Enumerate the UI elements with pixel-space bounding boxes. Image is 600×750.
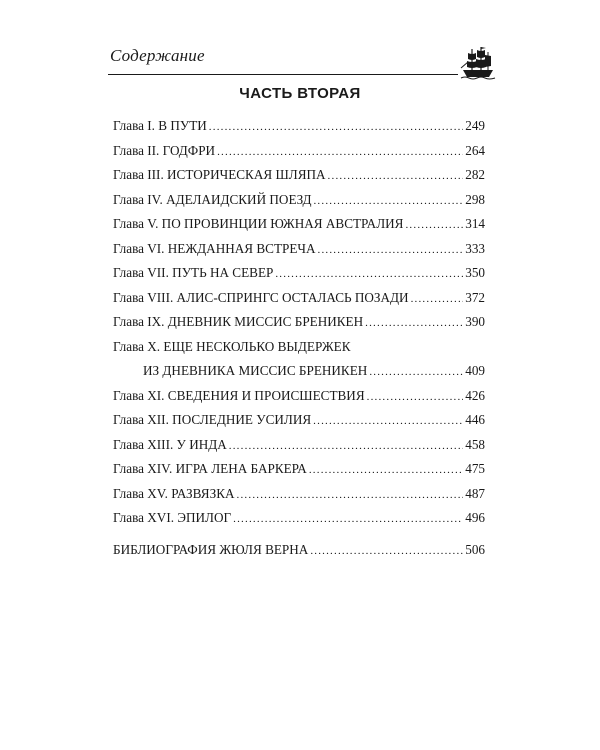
toc-entry-page: 314 <box>465 216 485 231</box>
leader-dots <box>405 213 463 238</box>
leader-dots <box>365 311 463 336</box>
toc-entry-label: БИБЛИОГРАФИЯ ЖЮЛЯ ВЕРНА <box>113 541 309 557</box>
toc-entry[interactable] <box>113 384 485 409</box>
toc-entry-page: 333 <box>465 240 485 256</box>
toc-entry-page: 264 <box>465 142 485 158</box>
toc-entry-label: Глава IX. ДНЕВНИК МИССИС БРЕНИКЕН <box>113 314 364 329</box>
toc-entry-label: Глава VIII. АЛИС-СПРИНГС ОСТАЛАСЬ ПОЗАДИ <box>113 289 409 305</box>
toc-entry-page: 487 <box>465 485 485 501</box>
toc-entry[interactable] <box>113 310 485 335</box>
toc-entry[interactable] <box>113 261 485 286</box>
running-header <box>108 46 488 76</box>
toc-entry-page: 426 <box>465 387 485 403</box>
toc-entry-label: Глава V. ПО ПРОВИНЦИИ ЮЖНАЯ АВСТРАЛИЯ <box>113 216 404 231</box>
toc-entry-label: Глава XIV. ИГРА ЛЕНА БАРКЕРА <box>113 461 307 476</box>
leader-dots <box>313 409 463 434</box>
toc-entry-page: 390 <box>465 314 485 329</box>
leader-dots <box>369 360 463 385</box>
toc-entry[interactable] <box>113 482 485 507</box>
toc-entry[interactable] <box>113 506 485 531</box>
leader-dots <box>367 385 464 410</box>
toc-entry[interactable] <box>113 408 485 433</box>
toc-entry-label: Глава III. ИСТОРИЧЕСКАЯ ШЛЯПА <box>113 167 326 182</box>
toc-entry[interactable] <box>113 163 485 188</box>
toc-entry-page: 350 <box>465 265 485 280</box>
toc-entry[interactable] <box>113 114 485 139</box>
leader-dots <box>318 238 464 263</box>
leader-dots <box>411 287 464 312</box>
leader-dots <box>217 140 463 165</box>
toc-entry-page: 298 <box>465 191 485 207</box>
toc-entry-label: Глава XV. РАЗВЯЗКА <box>113 485 235 501</box>
toc-entry-label: Глава XIII. У ИНДА <box>113 436 227 452</box>
leader-dots <box>328 164 464 189</box>
toc-entry-label: Глава XVI. ЭПИЛОГ <box>113 510 232 525</box>
toc-entry-label: Глава X. ЕЩЕ НЕСКОЛЬКО ВЫДЕРЖЕК <box>113 338 351 354</box>
leader-dots <box>209 115 463 140</box>
leader-dots <box>229 434 463 459</box>
toc-entry[interactable] <box>113 237 485 262</box>
toc-entry-page: 282 <box>465 167 485 182</box>
toc-entry-label: Глава I. В ПУТИ <box>113 118 207 133</box>
header-title: Содержание <box>110 46 205 65</box>
toc-entry-page: 409 <box>465 363 485 378</box>
toc-entry-label: Глава VII. ПУТЬ НА СЕВЕР <box>113 265 274 280</box>
toc-entry[interactable] <box>113 212 485 237</box>
toc-entry-first-line[interactable] <box>113 335 485 360</box>
toc-entry[interactable] <box>113 139 485 164</box>
toc-entry-label: Глава XI. СВЕДЕНИЯ И ПРОИСШЕСТВИЯ <box>113 387 365 403</box>
toc-entry-bibliography[interactable] <box>113 538 485 563</box>
header-rule <box>108 74 458 75</box>
toc-entry[interactable] <box>113 433 485 458</box>
part-title: ЧАСТЬ ВТОРАЯ <box>239 85 361 102</box>
leader-dots <box>313 189 463 214</box>
toc-entry-page: 372 <box>465 289 485 305</box>
toc-entry-label: Глава XII. ПОСЛЕДНИЕ УСИЛИЯ <box>113 412 312 427</box>
toc-entry-page: 458 <box>465 436 485 452</box>
toc-entry-page: 496 <box>465 510 485 525</box>
toc-entry-page: 475 <box>465 461 485 476</box>
toc-entry[interactable] <box>113 286 485 311</box>
toc-entry-page: 506 <box>465 541 485 557</box>
leader-dots <box>309 458 463 483</box>
leader-dots <box>233 507 463 532</box>
leader-dots <box>310 539 463 564</box>
toc-entry-page: 446 <box>465 412 485 427</box>
toc-entry-label-continuation: ИЗ ДНЕВНИКА МИССИС БРЕНИКЕН <box>143 363 368 378</box>
table-of-contents <box>113 114 485 562</box>
toc-entry-label: Глава VI. НЕЖДАННАЯ ВСТРЕЧА <box>113 240 316 256</box>
leader-dots <box>237 483 464 508</box>
toc-entry[interactable] <box>113 188 485 213</box>
toc-entry[interactable] <box>113 457 485 482</box>
toc-entry-label: Глава II. ГОДФРИ <box>113 142 216 158</box>
toc-entry-label: Глава IV. АДЕЛАИДСКИЙ ПОЕЗД <box>113 191 312 207</box>
toc-entry-continuation[interactable] <box>113 359 485 384</box>
ship-icon <box>460 46 496 80</box>
leader-dots <box>275 262 463 287</box>
toc-entry-page: 249 <box>465 118 485 133</box>
